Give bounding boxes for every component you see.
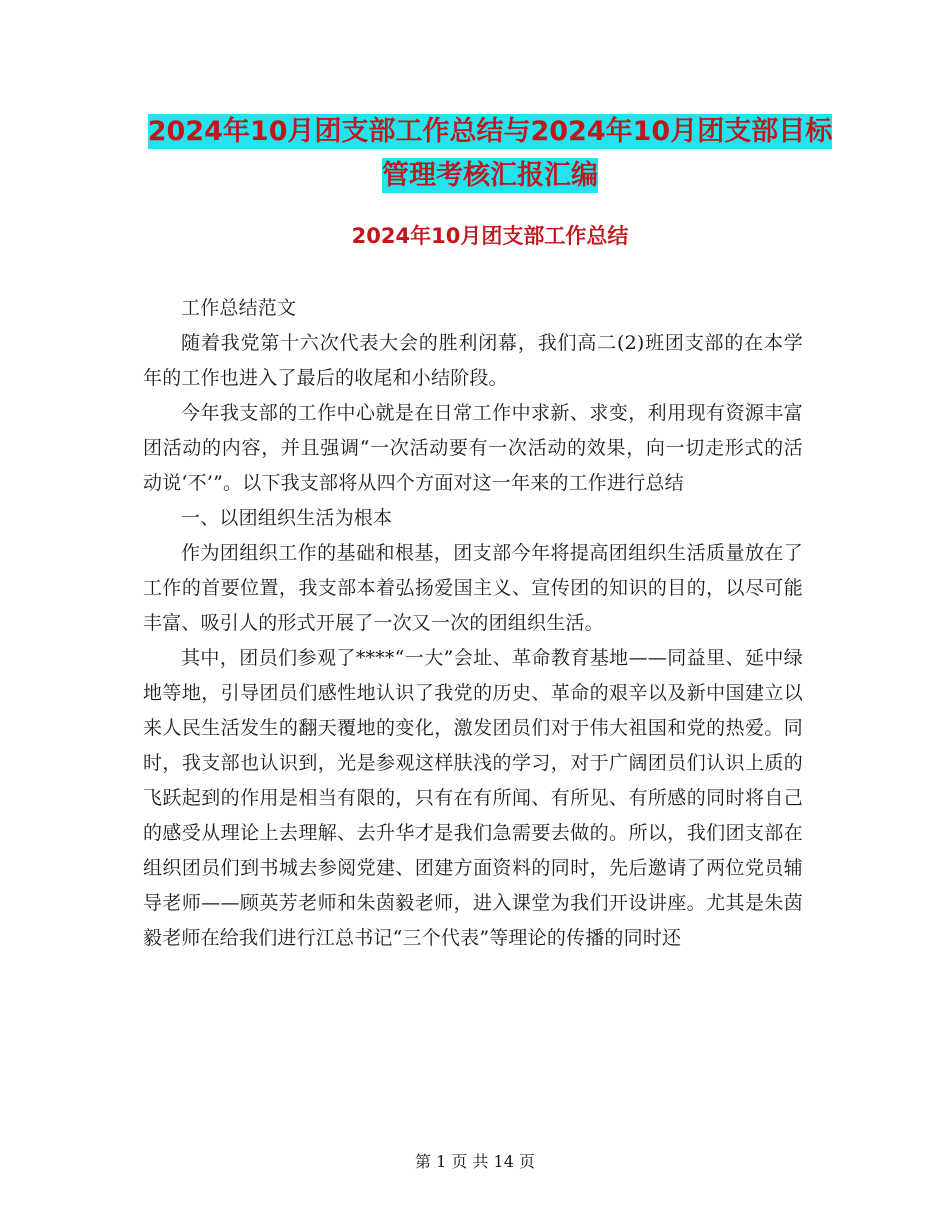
paragraph: 随着我党第十六次代表大会的胜利闭幕，我们高二(2)班团支部的在本学年的工作也进入了最后的收尾和小结阶段。 xyxy=(143,332,803,389)
paragraph: 其中，团员们参观了****“一大”会址、革命教育基地——同益里、延中绿地等地，引导团员们感性地认识了我党的历史、革命的艰辛以及新中国建立以来人民生活发生的翻天覆地的变化，激发团员们对于伟大祖国和党的热爱。同时，我支部也认识到，光是参观这样肤浅的学习，对于广阔团员们认识上质的飞跃起到的作用是相当有限的，只有在有所闻、有所见、有所感的同时将自己的感受从理论上去理解、去升华才是我们急需要去做的。所以，我们团支部在组织团员们到书城去参阅党建、团建方面资料的同时，先后邀请了两位党员辅导老师——顾英芳老师和朱茵毅老师，进入课堂为我们开设讲座。尤其是朱茵毅老师在给我们进行江总书记“三个代表”等理论的传播的同时还 xyxy=(143,647,803,949)
section-title: 2024年10月团支部工作总结 xyxy=(351,224,629,248)
paragraph: 一、以团组织生活为根本 xyxy=(181,507,393,529)
paragraph: 作为团组织工作的基础和根基，团支部今年将提高团组织生活质量放在了工作的首要位置，我支部本着弘扬爱国主义、宣传团的知识的目的，以尽可能丰富、吸引人的形式开展了一次又一次的团组织生活。 xyxy=(143,542,803,634)
paragraph: 今年我支部的工作中心就是在日常工作中求新、求变，利用现有资源丰富团活动的内容，并且强调“一次活动要有一次活动的效果，向一切走形式的活动说‘不’”。以下我支部将从四个方面对这一年来的工作进行总结 xyxy=(143,402,803,494)
page-number-footer: 第 1 页 共 14 页 xyxy=(415,1152,535,1171)
paragraph: 工作总结范文 xyxy=(181,297,297,319)
document-title xyxy=(140,110,840,198)
document-title-text: 2024年10月团支部工作总结与2024年10月团支部目标管理考核汇报汇编 xyxy=(147,116,833,191)
document-body xyxy=(143,291,803,956)
